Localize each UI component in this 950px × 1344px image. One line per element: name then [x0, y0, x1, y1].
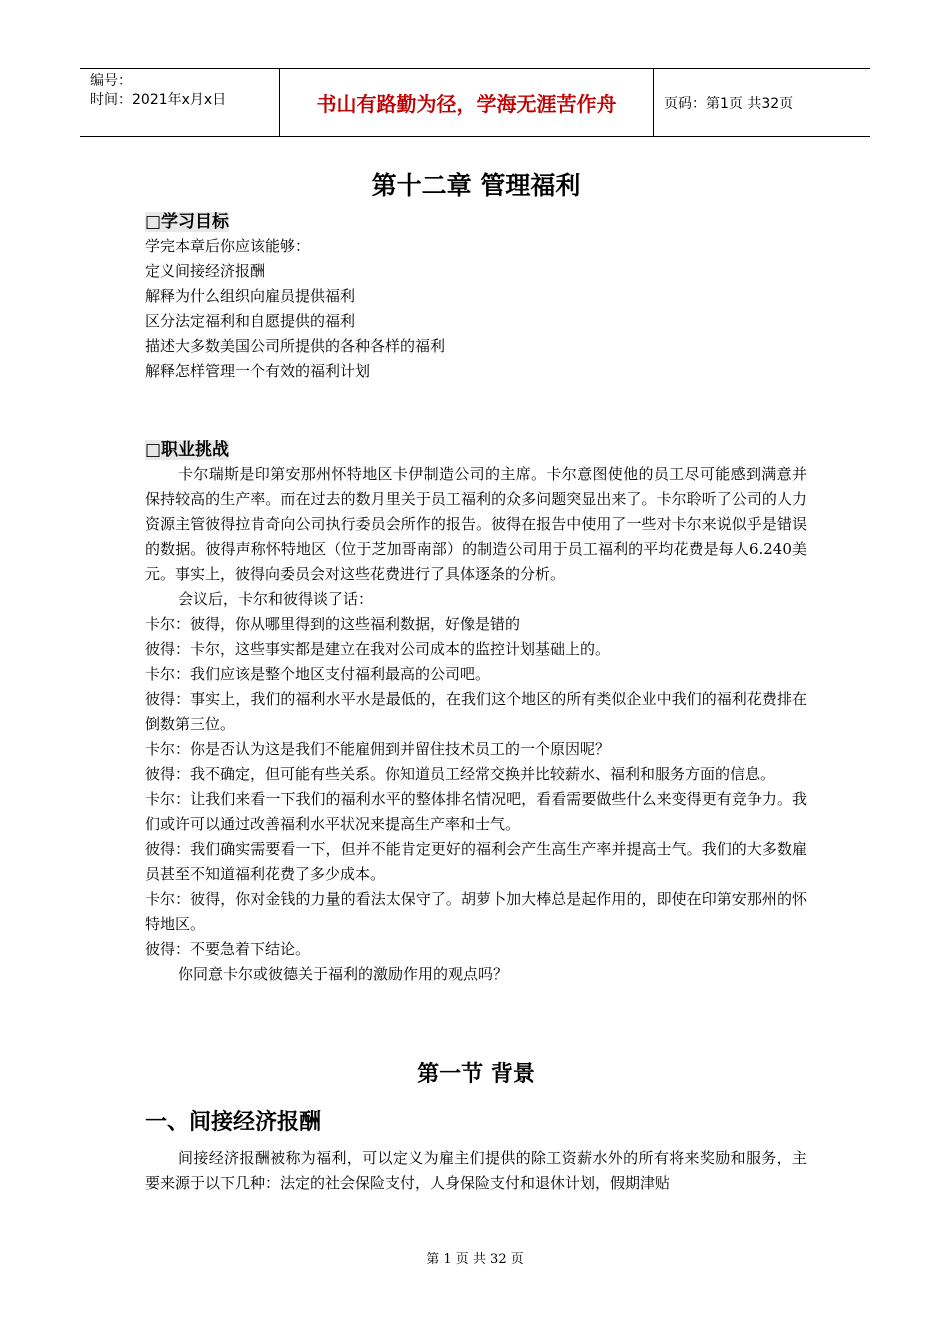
- objectives-heading-text: □学习目标: [145, 212, 230, 232]
- challenge-heading-text: □职业挑战: [145, 440, 230, 460]
- objective-line: 定义间接经济报酬: [145, 262, 266, 280]
- document-header: [80, 68, 870, 137]
- objective-line: 区分法定福利和自愿提供的福利: [145, 312, 356, 330]
- section-paragraph: 间接经济报酬被称为福利，可以定义为雇主们提供的除工资薪水外的所有将来奖励和服务，主要来源于以下几种：法定的社会保险支付，人身保险支付和退休计划，假期津贴: [145, 1149, 807, 1192]
- dialog-line: 彼得：卡尔，这些事实都是建立在我对公司成本的监控计划基础上的。: [145, 640, 611, 658]
- challenge-heading: [145, 438, 807, 462]
- dialog-line: 彼得：不要急着下结论。: [145, 940, 311, 958]
- motto: 书山有路勤为径，学海无涯苦作舟: [280, 69, 654, 136]
- page-info: 页码：第1页 共32页: [664, 95, 794, 112]
- dialog-line: 卡尔：我们应该是整个地区支付福利最高的公司吧。: [145, 665, 491, 683]
- dialog-line: 彼得：事实上，我们的福利水平水是最低的，在我们这个地区的所有类似企业中我们的福利花费排在倒数第三位。: [145, 690, 807, 733]
- subsection-title: 一、间接经济报酬: [145, 1110, 322, 1135]
- dialog-line: 彼得：我不确定，但可能有些关系。你知道员工经常交换并比较薪水、福利和服务方面的信息。: [145, 765, 776, 783]
- objective-line: 解释怎样管理一个有效的福利计划: [145, 362, 371, 380]
- objectives-heading: [145, 210, 807, 234]
- document-body: [145, 165, 807, 1196]
- number-label: 编号：: [90, 73, 132, 89]
- page-footer: 第 1 页 共 32 页: [426, 1252, 524, 1267]
- date-label: 时间：2021年x月x日: [90, 92, 227, 108]
- objective-line: 学完本章后你应该能够：: [145, 237, 311, 255]
- challenge-question: 你同意卡尔或彼德关于福利的激励作用的观点吗？: [178, 965, 509, 983]
- dialog-line: 卡尔：彼得，你对金钱的力量的看法太保守了。胡萝卜加大棒总是起作用的，即使在印第安那州的怀特地区。: [145, 890, 807, 933]
- objective-line: 描述大多数美国公司所提供的各种各样的福利: [145, 337, 446, 355]
- dialog-line: 卡尔：让我们来看一下我们的福利水平的整体排名情况吧，看看需要做些什么来变得更有竞争力。我们或许可以通过改善福利水平状况来提高生产率和士气。: [145, 790, 807, 833]
- chapter-title: 第十二章 管理福利: [371, 171, 581, 200]
- dialog-line: 卡尔：彼得，你从哪里得到的这些福利数据，好像是错的: [145, 615, 521, 633]
- challenge-paragraph: 卡尔瑞斯是印第安那州怀特地区卡伊制造公司的主席。卡尔意图使他的员工尽可能感到满意并保持较高的生产率。而在过去的数月里关于员工福利的众多问题突显出来了。卡尔聆听了公司的人力资源主管彼得拉肯奇向公司执行委员会所作的报告。彼得在报告中使用了一些对卡尔来说似乎是错误的数据。彼得声称怀特地区（位于芝加哥南部）的制造公司用于员工福利的平均花费是每人6.240美元。事实上，彼得向委员会对这些花费进行了具体逐条的分析。: [145, 465, 807, 583]
- header-left-cell: [80, 69, 280, 136]
- challenge-paragraph: 会议后，卡尔和彼得谈了话：: [178, 590, 374, 608]
- dialog-line: 彼得：我们确实需要看一下，但并不能肯定更好的福利会产生高生产率并提高士气。我们的大多数雇员甚至不知道福利花费了多少成本。: [145, 840, 807, 883]
- objective-line: 解释为什么组织向雇员提供福利: [145, 287, 356, 305]
- dialog-line: 卡尔：你是否认为这是我们不能雇佣到并留住技术员工的一个原因呢？: [145, 740, 611, 758]
- section-title: 第一节 背景: [417, 1062, 535, 1087]
